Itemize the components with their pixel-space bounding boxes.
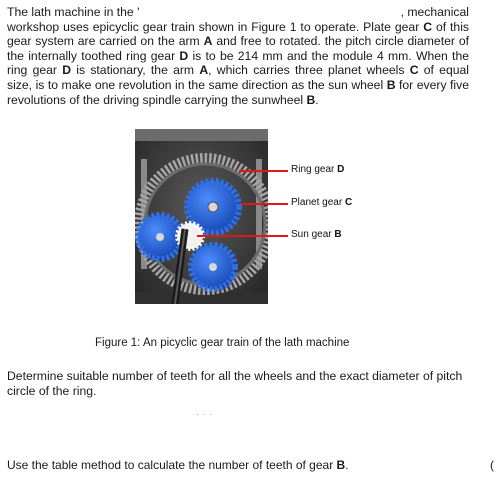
bold-letter: D <box>179 48 189 63</box>
problem-text: workshop uses epicyclic gear train shown in Figure 1 to operate. Plate gear <box>7 19 424 34</box>
planet-gear-bottom-hub <box>209 263 217 271</box>
gear-train-illustration <box>135 129 268 304</box>
problem-text: , which carries three planet wheels <box>208 63 410 78</box>
instruction-text <box>7 458 349 472</box>
gear-train-photo <box>135 129 268 304</box>
label-text: Ring gear <box>291 164 338 175</box>
bold-letter: B <box>306 92 316 107</box>
bold-letter: C <box>423 19 433 34</box>
instruction-end: . <box>345 458 349 472</box>
planet-gear-top-hub <box>208 202 218 212</box>
ring-gear-label <box>291 164 344 175</box>
bold-letter: A <box>199 63 209 78</box>
problem-text: . <box>315 92 319 107</box>
instruction-letter: B <box>336 458 346 472</box>
label-text: Planet gear <box>291 197 345 208</box>
instruction-body: Use the table method to calculate the number of teeth of gear <box>7 458 337 472</box>
problem-text: for every five revolutions of the driving spindle carrying the sunwheel <box>7 77 470 107</box>
planet-gear-left-hub <box>156 233 164 241</box>
label-leader-lines <box>268 160 290 240</box>
figure-caption: Figure 1: An picyclic gear train of the lath machine <box>95 337 350 349</box>
problem-first-line <box>7 5 469 20</box>
bold-letter: A <box>203 34 213 49</box>
faint-dots: · · · <box>196 410 214 419</box>
question-text: Determine suitable number of teeth for all the wheels and the exact diameter of pitch circle of the ring. <box>7 369 463 398</box>
problem-text: of this gear system are carried on the arm <box>7 19 469 49</box>
first-line-left: The lath machine in the ' <box>7 5 140 19</box>
bold-letter: C <box>409 63 419 78</box>
bold-letter: D <box>62 63 72 78</box>
planet-gear-label <box>291 197 352 208</box>
edge-parenthesis: ( <box>490 458 494 472</box>
frame-bottom <box>135 292 268 304</box>
problem-statement <box>7 5 469 107</box>
bold-letter: B <box>386 77 396 92</box>
problem-text: is stationary, the arm <box>71 63 200 78</box>
problem-text: is to be 214 mm and the module 4 mm. When the ring gear <box>7 48 469 78</box>
label-letter: B <box>334 229 342 240</box>
frame-top <box>135 129 268 141</box>
label-text: Sun gear <box>291 229 335 240</box>
first-line-right: , mechanical <box>400 5 469 19</box>
sun-gear-label <box>291 229 342 240</box>
label-letter: D <box>337 164 345 175</box>
problem-text: and free to rotated. the pitch circle diameter of the internally toothed ring gear <box>7 34 469 63</box>
problem-text: of equal size, is to make one revolution in the same direction as the sun wheel <box>7 63 469 92</box>
label-letter: C <box>344 197 353 208</box>
